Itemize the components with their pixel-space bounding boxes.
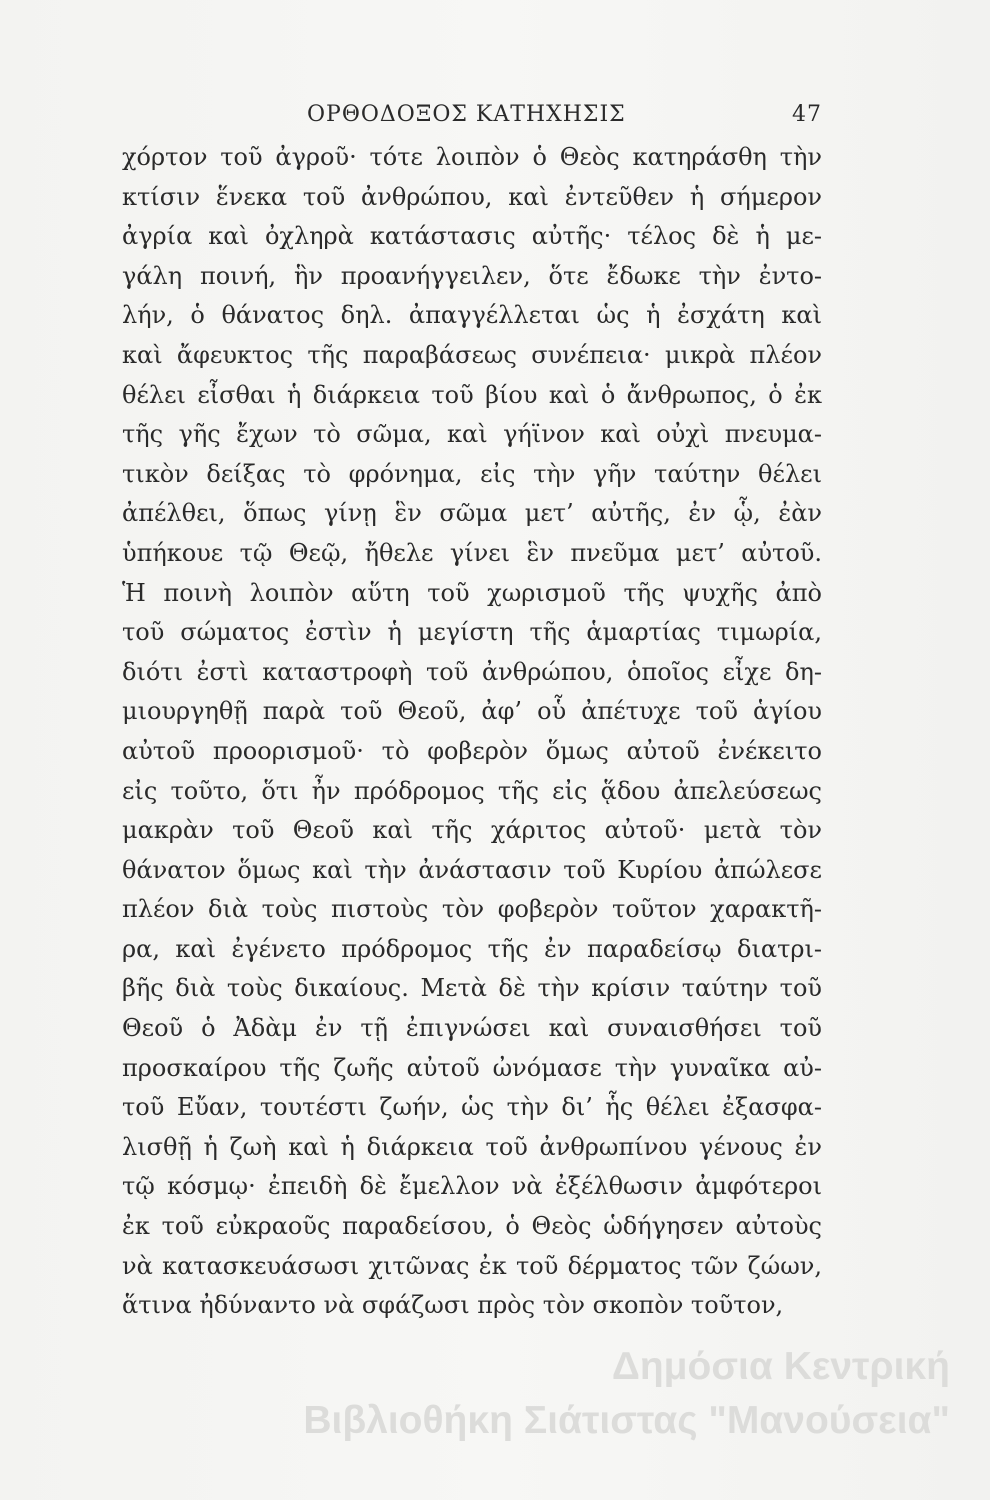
text-line: τῆς γῆς ἔχων τὸ σῶμα, καὶ γήϊνον καὶ οὐχὶ πνευμα-	[122, 420, 822, 449]
text-line: λισθῇ ἡ ζωὴ καὶ ἡ διάρκεια τοῦ ἀνθρωπίνου γένους ἐν	[122, 1132, 822, 1161]
text-line: τικὸν δείξας τὸ φρόνημα, εἰς τὴν γῆν ταύτην θέλει	[122, 459, 822, 488]
text-line: θέλει εἶσθαι ἡ διάρκεια τοῦ βίου καὶ ὁ ἄνθρωπος, ὁ ἐκ	[122, 380, 822, 409]
text-line: διότι ἐστὶ καταστροφὴ τοῦ ἀνθρώπου, ὁποῖος εἶχε δη-	[122, 657, 822, 686]
text-line: Ἡ ποινὴ λοιπὸν αὕτη τοῦ χωρισμοῦ τῆς ψυχῆς ἀπὸ	[122, 578, 822, 607]
text-line: καὶ ἄφευκτος τῆς παραβάσεως συνέπεια· μικρὰ πλέον	[122, 340, 822, 369]
text-line: ἀπέλθει, ὅπως γίνῃ ἓν σῶμα μετ’ αὐτῆς, ἐν ᾧ, ἐὰν	[122, 499, 822, 528]
text-line: γάλη ποινή, ἣν προανήγγειλεν, ὅτε ἔδωκε τὴν ἐντο-	[122, 261, 822, 290]
text-line: πλέον διὰ τοὺς πιστοὺς τὸν φοβερὸν τοῦτον χαρακτῆ-	[122, 895, 822, 924]
watermark-line-2: Βιβλιοθήκη Σιάτιστας "Μανούσεια"	[303, 1399, 950, 1442]
text-line: λήν, ὁ θάνατος δηλ. ἀπαγγέλλεται ὡς ἡ ἐσχάτη καὶ	[122, 301, 822, 330]
text-line: βῆς διὰ τοὺς δικαίους. Μετὰ δὲ τὴν κρίσιν ταύτην τοῦ	[122, 974, 822, 1003]
page-header	[122, 102, 822, 134]
page-number: 47	[792, 102, 822, 127]
text-line: μιουργηθῇ παρὰ τοῦ Θεοῦ, ἀφ’ οὗ ἀπέτυχε τοῦ ἁγίου	[122, 697, 822, 726]
text-line: τοῦ Εὔαν, τουτέστι ζωήν, ὡς τὴν δι’ ἧς θέλει ἐξασφα-	[122, 1093, 822, 1122]
text-line: κτίσιν ἕνεκα τοῦ ἀνθρώπου, καὶ ἐντεῦθεν ἡ σήμερον	[122, 182, 822, 211]
library-watermark	[230, 1340, 950, 1448]
text-line: τῷ κόσμῳ· ἐπειδὴ δὲ ἔμελλον νὰ ἐξέλθωσιν ἀμφότεροι	[122, 1172, 822, 1201]
text-line: Θεοῦ ὁ Ἀδὰμ ἐν τῇ ἐπιγνώσει καὶ συναισθήσει τοῦ	[122, 1014, 822, 1043]
text-line: αὐτοῦ προορισμοῦ· τὸ φοβερὸν ὅμως αὐτοῦ ἐνέκειτο	[122, 736, 822, 765]
body-text	[122, 138, 822, 1326]
text-line: εἰς τοῦτο, ὅτι ἦν πρόδρομος τῆς εἰς ᾅδου ἀπελεύσεως	[122, 776, 822, 805]
running-title: ΟΡΘΟΔΟΞΟΣ ΚΑΤΗΧΗΣΙΣ	[307, 102, 626, 127]
text-line: ρα, καὶ ἐγένετο πρόδρομος τῆς ἐν παραδείσῳ διατρι-	[122, 934, 822, 963]
text-line: ἅτινα ἠδύναντο νὰ σφάζωσι πρὸς τὸν σκοπὸν τοῦτον,	[122, 1291, 784, 1320]
text-line: χόρτον τοῦ ἀγροῦ· τότε λοιπὸν ὁ Θεὸς κατηράσθη τὴν	[122, 143, 822, 171]
text-line: μακρὰν τοῦ Θεοῦ καὶ τῆς χάριτος αὐτοῦ· μετὰ τὸν	[122, 816, 822, 845]
text-line: προσκαίρου τῆς ζωῆς αὐτοῦ ὠνόμασε τὴν γυναῖκα αὐ-	[122, 1053, 822, 1082]
text-line: ἀγρία καὶ ὀχληρὰ κατάστασις αὐτῆς· τέλος δὲ ἡ με-	[122, 222, 822, 251]
text-line: τοῦ σώματος ἐστὶν ἡ μεγίστη τῆς ἁμαρτίας τιμωρία,	[122, 618, 822, 647]
text-line: νὰ κατασκευάσωσι χιτῶνας ἐκ τοῦ δέρματος τῶν ζώων,	[122, 1251, 822, 1280]
text-line: ὑπήκουε τῷ Θεῷ, ἤθελε γίνει ἓν πνεῦμα μετ’ αὐτοῦ.	[122, 538, 822, 567]
text-line: ἐκ τοῦ εὐκραοῦς παραδείσου, ὁ Θεὸς ὡδήγησεν αὐτοὺς	[122, 1212, 822, 1241]
text-line: θάνατον ὅμως καὶ τὴν ἀνάστασιν τοῦ Κυρίου ἀπώλεσε	[122, 855, 822, 884]
watermark-line-1: Δημόσια Κεντρική	[611, 1345, 950, 1388]
